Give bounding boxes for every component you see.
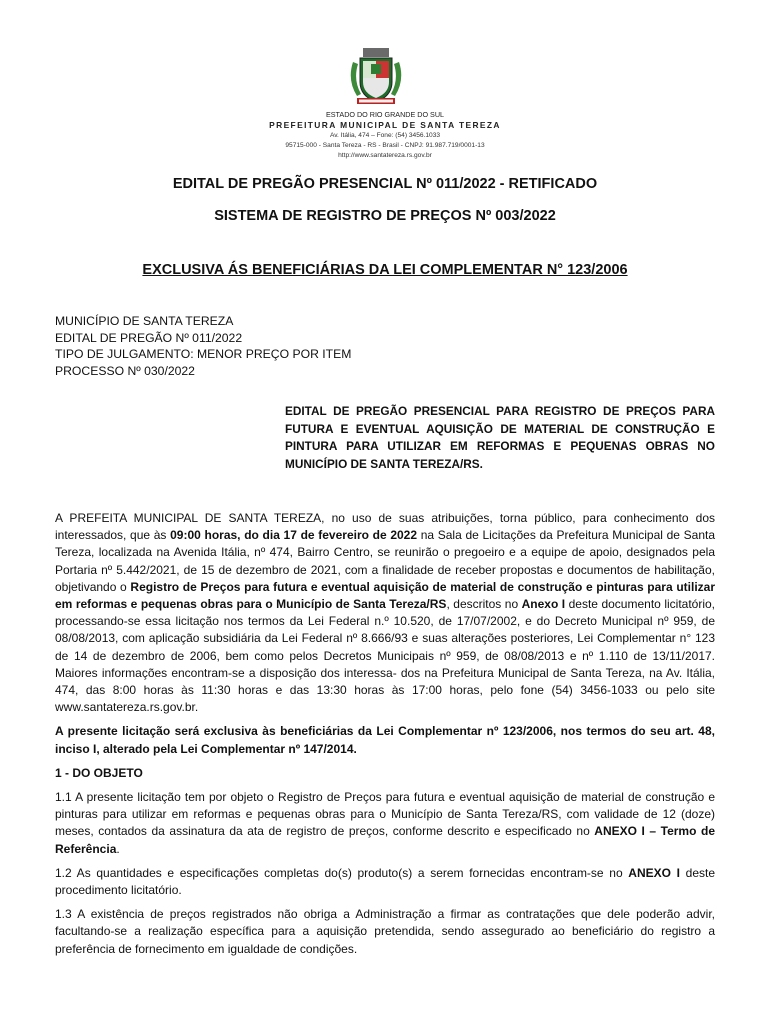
header-address: Av. Itália, 474 – Fone: (54) 3456.1033 <box>329 132 441 139</box>
ref-tipo-julgamento: TIPO DE JULGAMENTO: MENOR PREÇO POR ITEM <box>55 347 352 361</box>
clause-1-2 <box>55 865 715 899</box>
header-website: http://www.santatereza.rs.gov.br <box>338 152 432 159</box>
ref-processo: PROCESSO Nº 030/2022 <box>55 363 195 378</box>
intro-text-1: A PREFEITA MUNICIPAL DE SANTA TEREZA, no uso de suas atribuições, torna público, para conhecimento dos interessados, que às <box>55 511 715 543</box>
document-body <box>55 510 715 965</box>
clause-1-3: 1.3 A existência de preços registrados não obriga a Administração a firmar as contratações que dele poderão advir, facultando-se a realização específica para a aquisição pretendida, sendo assegurado ao beneficiário do registro a preferência de fornecimento em igualdade de condições. <box>55 907 715 956</box>
clause-1-1-text: 1.1 A presente licitação tem por objeto o Registro de Preços para futura e eventual aquisição de material de construção e pinturas para utilizar em reformas e pequenas obras para o Município de Santa Tereza/RS, com validade de 12 (doze) meses, contados da assinatura da ata de registro de preços, conforme descrito e especificado no <box>55 790 715 839</box>
clause-1-2-anexo: ANEXO I <box>628 865 680 880</box>
municipal-coat-of-arms-icon <box>349 48 403 108</box>
header-prefeitura: PREFEITURA MUNICIPAL DE SANTA TEREZA <box>269 120 501 130</box>
intro-date-bold: 09:00 horas, do dia 17 de fevereiro de 2022 <box>170 528 418 543</box>
intro-text-4: deste documento licitatório, processando-se essa licitação nos termos da Lei Federal n.º 10.520, de 17/07/2002, e do Decreto Municipal nº 959, de 08/08/2013, com aplicação subsidiária da Lei Federal nº 8.666/93 e suas alterações posteriores, Lei Complementar n° 123 de 14 de dezembro de 2006, bem como pelos Decretos Municipais nº 959, de 08/08/2013 e nº 1.110 de 13/11/2017. Maiores informações encontram-se a disposição dos interessa- dos na Prefeitura Municipal de Santa Tereza, na Av. Itália, 474, das 8:00 horas às 11:30 horas e das 13:30 horas às 17:00 horas, pelo fone (54) 3456-1033 ou pelo site www.santatereza.rs.gov.br. <box>55 597 716 715</box>
object-summary: EDITAL DE PREGÃO PRESENCIAL PARA REGISTRO DE PREÇOS PARA FUTURA E EVENTUAL AQUISIÇÃO DE MATERIAL DE CONSTRUÇÃO E PINTURA PARA UTILIZAR EM REFORMAS E PEQUENAS OBRAS NO MUNICÍPIO DE SANTA TEREZA/RS. <box>285 404 715 471</box>
intro-text-3: , descritos no <box>446 597 522 612</box>
intro-text-2: na Sala de Licitações da Prefeitura Municipal de Santa Tereza, localizada na Avenida Itália, nº 474, Bairro Centro, se reunirão o pregoeiro e a equipe de apoio, designados pela Portaria nº 5.442/2021, de 15 de dezembro de 2021, com a finalidade de receber propostas e documentos de habilitação, objetivando o <box>55 528 716 594</box>
header-cep-cnpj: 95715-000 - Santa Tereza - RS - Brasil - CNPJ: 91.987.719/0001-13 <box>285 142 485 149</box>
srp-title: SISTEMA DE REGISTRO DE PREÇOS Nº 003/2022 <box>214 208 556 224</box>
header-state: ESTADO DO RIO GRANDE DO SUL <box>325 110 445 119</box>
clause-1-1-end: . <box>116 841 120 856</box>
clause-1-1 <box>55 789 715 858</box>
intro-paragraph <box>55 510 715 716</box>
clause-1-2-text: 1.2 As quantidades e especificações completas do(s) produto(s) a serem fornecidas encontram-se no <box>55 865 629 880</box>
ref-municipio: MUNICÍPIO DE SANTA TEREZA <box>55 314 234 328</box>
exclusive-note: A presente licitação será exclusiva às beneficiárias da Lei Complementar nº 123/2006, nos termos do seu art. 48, inciso I, alterado pela Lei Complementar nº 147/2014. <box>55 724 715 756</box>
section-heading-objeto: 1 - DO OBJETO <box>55 765 143 780</box>
exclusive-title: EXCLUSIVA ÁS BENEFICIÁRIAS DA LEI COMPLEMENTAR N° 123/2006 <box>142 262 628 278</box>
intro-object-bold: Registro de Preços para futura e eventual aquisição de material de construção e pinturas para utilizar em reformas e pequenas obras para o Município de Santa Tereza/RS <box>55 579 715 612</box>
intro-anexo-bold: Anexo I <box>521 597 566 612</box>
clause-1-2-end: deste procedimento licitatório. <box>55 865 716 898</box>
reference-block <box>55 313 351 379</box>
ref-edital: EDITAL DE PREGÃO Nº 011/2022 <box>55 330 243 345</box>
edital-title: EDITAL DE PREGÃO PRESENCIAL Nº 011/2022 - RETIFICADO <box>172 176 598 192</box>
clause-1-1-anexo: ANEXO I – Termo de Referência <box>55 824 715 856</box>
